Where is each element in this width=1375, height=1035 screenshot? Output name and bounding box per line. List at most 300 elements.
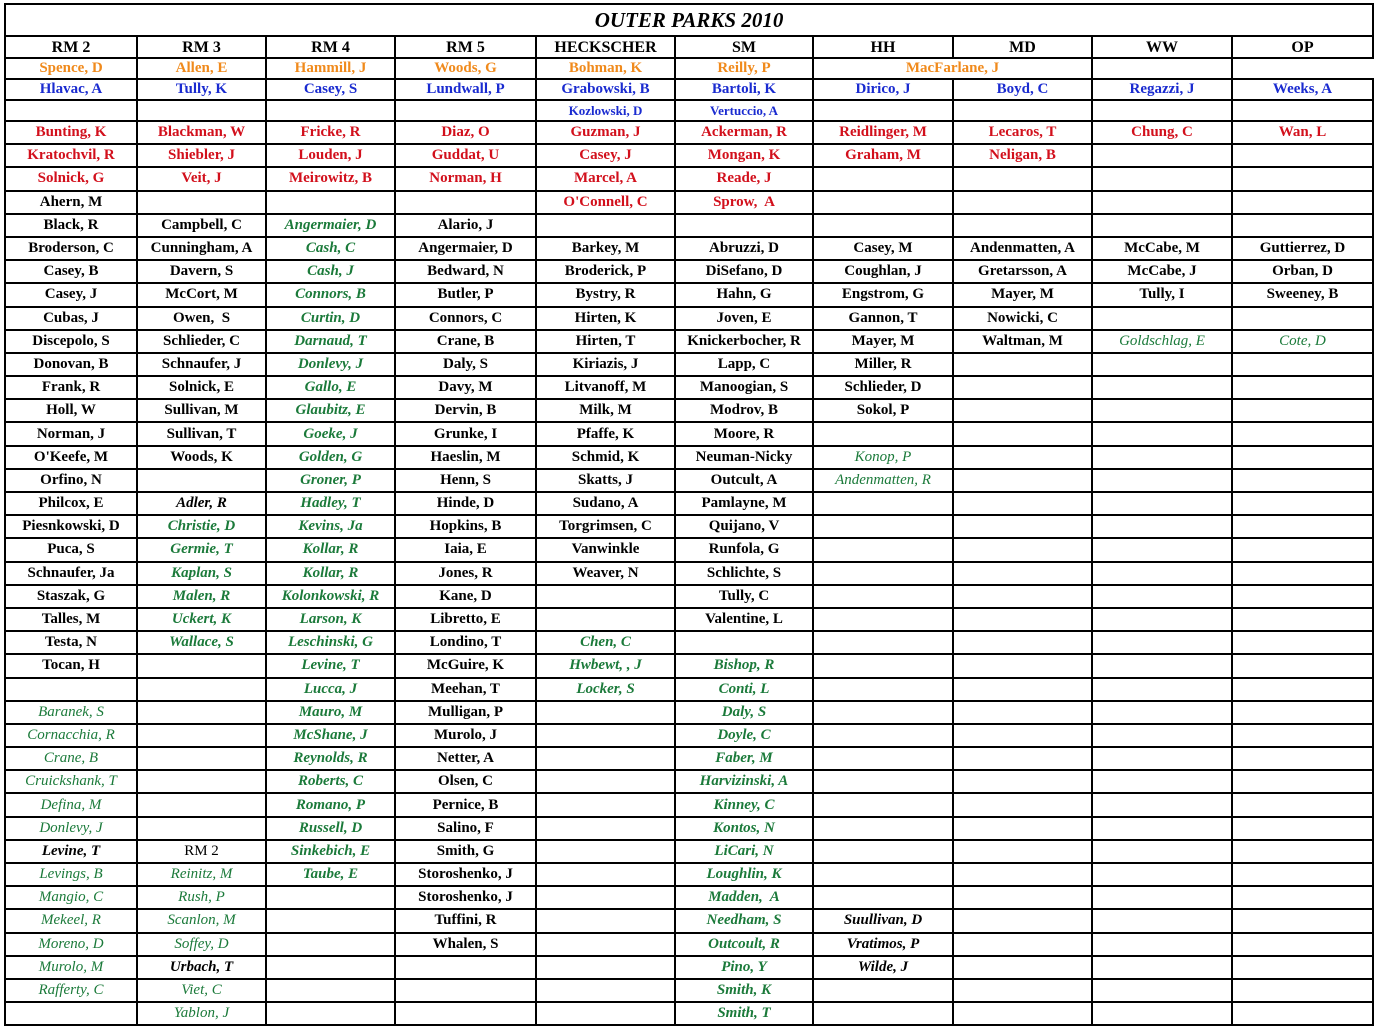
table-cell xyxy=(1232,631,1373,654)
table-cell: Bunting, K xyxy=(5,121,137,144)
column-header-hh: HH xyxy=(813,36,953,58)
table-cell: Torgrimsen, C xyxy=(536,515,675,538)
table-row xyxy=(5,654,1373,677)
table-cell: Woods, K xyxy=(137,446,266,469)
table-cell xyxy=(536,840,675,863)
table-cell: Connors, C xyxy=(395,307,536,330)
table-cell xyxy=(536,817,675,840)
table-cell: Madden, A xyxy=(675,886,813,909)
table-cell: Outcult, A xyxy=(675,469,813,492)
table-cell xyxy=(813,608,953,631)
table-cell: Bartoli, K xyxy=(675,79,813,100)
table-row xyxy=(5,79,1373,100)
table-cell xyxy=(266,100,395,121)
table-cell: Kratochvil, R xyxy=(5,144,137,167)
table-cell: Wallace, S xyxy=(137,631,266,654)
table-row xyxy=(5,863,1373,886)
table-cell: Scanlon, M xyxy=(137,909,266,932)
table-cell xyxy=(953,678,1092,701)
table-cell xyxy=(536,979,675,1002)
table-cell: Norman, H xyxy=(395,167,536,190)
table-cell: Casey, M xyxy=(813,237,953,260)
table-cell: Lapp, C xyxy=(675,353,813,376)
table-cell: Waltman, M xyxy=(953,330,1092,353)
table-cell: Woods, G xyxy=(395,58,536,79)
table-cell xyxy=(953,469,1092,492)
table-cell: Knickerbocher, R xyxy=(675,330,813,353)
table-cell xyxy=(5,100,137,121)
table-cell xyxy=(536,214,675,237)
table-cell xyxy=(953,214,1092,237)
table-cell: Barkey, M xyxy=(536,237,675,260)
table-cell xyxy=(953,747,1092,770)
table-row xyxy=(5,283,1373,306)
table-cell xyxy=(1232,608,1373,631)
table-cell xyxy=(536,886,675,909)
table-cell: Cash, J xyxy=(266,260,395,283)
table-cell: Leschinski, G xyxy=(266,631,395,654)
table-row xyxy=(5,724,1373,747)
table-cell: McShane, J xyxy=(266,724,395,747)
table-cell: Boyd, C xyxy=(953,79,1092,100)
table-cell xyxy=(536,701,675,724)
table-cell: Andenmatten, R xyxy=(813,469,953,492)
table-cell xyxy=(813,654,953,677)
table-cell: Baranek, S xyxy=(5,701,137,724)
table-cell: Roberts, C xyxy=(266,770,395,793)
table-cell xyxy=(953,1002,1092,1025)
table-cell: Cornacchia, R xyxy=(5,724,137,747)
table-cell: Kevins, Ja xyxy=(266,515,395,538)
table-cell: Solnick, G xyxy=(5,167,137,190)
table-cell: Neuman-Nicky xyxy=(675,446,813,469)
table-cell: Kiriazis, J xyxy=(536,353,675,376)
table-cell: Murolo, M xyxy=(5,956,137,979)
table-cell: Moore, R xyxy=(675,422,813,445)
table-cell: Sullivan, M xyxy=(137,399,266,422)
table-cell xyxy=(5,1002,137,1025)
table-cell xyxy=(137,469,266,492)
table-cell xyxy=(1232,446,1373,469)
column-header-md: MD xyxy=(953,36,1092,58)
table-cell: Konop, P xyxy=(813,446,953,469)
table-cell: LiCari, N xyxy=(675,840,813,863)
table-cell: Kollar, R xyxy=(266,538,395,561)
table-cell: Doyle, C xyxy=(675,724,813,747)
table-cell: Netter, A xyxy=(395,747,536,770)
table-cell xyxy=(1092,376,1232,399)
table-cell: Levine, T xyxy=(5,840,137,863)
table-cell: Butler, P xyxy=(395,283,536,306)
table-cell: Guttierrez, D xyxy=(1232,237,1373,260)
table-cell xyxy=(536,909,675,932)
table-cell: McCort, M xyxy=(137,283,266,306)
table-row xyxy=(5,422,1373,445)
table-cell: Mulligan, P xyxy=(395,701,536,724)
table-cell: Schmid, K xyxy=(536,446,675,469)
table-cell xyxy=(1092,1002,1232,1025)
table-cell: Salino, F xyxy=(395,817,536,840)
table-cell xyxy=(813,863,953,886)
table-cell xyxy=(536,956,675,979)
table-cell: Olsen, C xyxy=(395,770,536,793)
table-cell: Dirico, J xyxy=(813,79,953,100)
table-cell: Frank, R xyxy=(5,376,137,399)
table-cell: McCabe, M xyxy=(1092,237,1232,260)
table-cell: Kontos, N xyxy=(675,817,813,840)
table-cell xyxy=(1232,817,1373,840)
column-header-sm: SM xyxy=(675,36,813,58)
table-cell: Miller, R xyxy=(813,353,953,376)
table-cell xyxy=(813,817,953,840)
table-cell: Outcoult, R xyxy=(675,933,813,956)
table-cell xyxy=(266,1002,395,1025)
table-row xyxy=(5,933,1373,956)
table-cell: RM 2 xyxy=(137,840,266,863)
table-cell xyxy=(536,585,675,608)
table-row xyxy=(5,678,1373,701)
table-cell: Wan, L xyxy=(1232,121,1373,144)
table-cell: Yablon, J xyxy=(137,1002,266,1025)
table-cell: Defina, M xyxy=(5,793,137,816)
table-cell xyxy=(395,956,536,979)
table-cell: Sokol, P xyxy=(813,399,953,422)
table-row xyxy=(5,144,1373,167)
table-cell xyxy=(137,701,266,724)
table-cell xyxy=(1232,191,1373,214)
table-cell xyxy=(813,631,953,654)
table-cell: Loughlin, K xyxy=(675,863,813,886)
table-cell: Grabowski, B xyxy=(536,79,675,100)
table-cell: Hlavac, A xyxy=(5,79,137,100)
table-cell: Guddat, U xyxy=(395,144,536,167)
table-cell xyxy=(813,191,953,214)
title-row xyxy=(5,4,1373,36)
table-cell: Reynolds, R xyxy=(266,747,395,770)
table-cell: Taube, E xyxy=(266,863,395,886)
table-cell: Kozlowski, D xyxy=(536,100,675,121)
table-cell: Golden, G xyxy=(266,446,395,469)
table-row xyxy=(5,121,1373,144)
table-cell xyxy=(536,747,675,770)
table-cell xyxy=(813,793,953,816)
table-cell xyxy=(1092,144,1232,167)
table-cell xyxy=(1092,353,1232,376)
table-cell xyxy=(1092,307,1232,330)
table-cell xyxy=(5,678,137,701)
table-cell xyxy=(953,793,1092,816)
table-cell: Cubas, J xyxy=(5,307,137,330)
table-cell xyxy=(1092,422,1232,445)
table-row xyxy=(5,631,1373,654)
table-cell: Londino, T xyxy=(395,631,536,654)
table-cell: Viet, C xyxy=(137,979,266,1002)
table-cell xyxy=(813,562,953,585)
table-cell: Connors, B xyxy=(266,283,395,306)
table-cell xyxy=(675,214,813,237)
table-cell xyxy=(953,515,1092,538)
table-cell: Litvanoff, M xyxy=(536,376,675,399)
table-cell: Hirten, T xyxy=(536,330,675,353)
table-cell: Schlieder, C xyxy=(137,330,266,353)
table-cell: Mongan, K xyxy=(675,144,813,167)
table-cell: Crane, B xyxy=(395,330,536,353)
table-cell: Mayer, M xyxy=(953,283,1092,306)
table-cell xyxy=(953,840,1092,863)
table-cell xyxy=(813,167,953,190)
table-cell: Skatts, J xyxy=(536,469,675,492)
table-cell: Allen, E xyxy=(137,58,266,79)
table-cell xyxy=(1232,422,1373,445)
table-row xyxy=(5,909,1373,932)
table-cell: Gannon, T xyxy=(813,307,953,330)
table-cell xyxy=(1092,399,1232,422)
table-cell: Mekeel, R xyxy=(5,909,137,932)
table-cell xyxy=(813,701,953,724)
table-cell xyxy=(953,492,1092,515)
table-cell: Broderick, P xyxy=(536,260,675,283)
table-row xyxy=(5,237,1373,260)
table-cell: Smith, G xyxy=(395,840,536,863)
table-cell: Iaia, E xyxy=(395,538,536,561)
table-cell: Puca, S xyxy=(5,538,137,561)
table-cell: Piesnkowski, D xyxy=(5,515,137,538)
table-cell: Haeslin, M xyxy=(395,446,536,469)
table-cell: Pernice, B xyxy=(395,793,536,816)
table-cell: Sprow, A xyxy=(675,191,813,214)
table-cell xyxy=(137,724,266,747)
table-cell xyxy=(953,817,1092,840)
table-cell: Holl, W xyxy=(5,399,137,422)
table-cell xyxy=(953,191,1092,214)
table-cell xyxy=(953,100,1092,121)
table-cell xyxy=(1092,654,1232,677)
column-header-rm-2: RM 2 xyxy=(5,36,137,58)
table-cell xyxy=(953,422,1092,445)
table-cell: Weeks, A xyxy=(1232,79,1373,100)
table-cell xyxy=(1232,376,1373,399)
table-cell xyxy=(1092,886,1232,909)
table-cell: Angermaier, D xyxy=(395,237,536,260)
table-row xyxy=(5,515,1373,538)
table-cell: Conti, L xyxy=(675,678,813,701)
table-row xyxy=(5,1002,1373,1025)
table-cell: Smith, T xyxy=(675,1002,813,1025)
table-cell: Vratimos, P xyxy=(813,933,953,956)
table-cell: Goldschlag, E xyxy=(1092,330,1232,353)
table-cell xyxy=(1092,863,1232,886)
table-cell xyxy=(1232,538,1373,561)
table-cell: Cruickshank, T xyxy=(5,770,137,793)
table-cell: Lecaros, T xyxy=(953,121,1092,144)
table-cell: Modrov, B xyxy=(675,399,813,422)
table-cell: Bedward, N xyxy=(395,260,536,283)
table-cell: Germie, T xyxy=(137,538,266,561)
table-cell: Meehan, T xyxy=(395,678,536,701)
table-cell xyxy=(1232,353,1373,376)
table-cell xyxy=(1232,585,1373,608)
header-row xyxy=(5,36,1373,58)
table-cell: Murolo, J xyxy=(395,724,536,747)
table-cell: Adler, R xyxy=(137,492,266,515)
table-cell: Andenmatten, A xyxy=(953,237,1092,260)
table-cell: Christie, D xyxy=(137,515,266,538)
page-title: OUTER PARKS 2010 xyxy=(5,4,1373,36)
table-cell: Cote, D xyxy=(1232,330,1373,353)
table-cell: Glaubitz, E xyxy=(266,399,395,422)
table-cell: Mauro, M xyxy=(266,701,395,724)
table-cell: Whalen, S xyxy=(395,933,536,956)
table-cell xyxy=(953,956,1092,979)
table-cell: Manoogian, S xyxy=(675,376,813,399)
table-cell xyxy=(1092,956,1232,979)
table-cell: Locker, S xyxy=(536,678,675,701)
table-cell: Casey, J xyxy=(536,144,675,167)
table-cell xyxy=(953,608,1092,631)
table-cell: Casey, S xyxy=(266,79,395,100)
table-cell: Sinkebich, E xyxy=(266,840,395,863)
table-cell: Weaver, N xyxy=(536,562,675,585)
table-cell: Hammill, J xyxy=(266,58,395,79)
table-cell xyxy=(953,585,1092,608)
table-cell xyxy=(1232,1002,1373,1025)
table-row xyxy=(5,817,1373,840)
table-cell xyxy=(1232,654,1373,677)
table-cell xyxy=(1092,724,1232,747)
table-cell: Malen, R xyxy=(137,585,266,608)
table-cell: Smith, K xyxy=(675,979,813,1002)
table-cell xyxy=(953,376,1092,399)
column-header-heckscher: HECKSCHER xyxy=(536,36,675,58)
table-cell xyxy=(813,492,953,515)
table-cell xyxy=(536,608,675,631)
table-cell: Pamlayne, M xyxy=(675,492,813,515)
table-cell: Meirowitz, B xyxy=(266,167,395,190)
table-row xyxy=(5,58,1373,79)
table-cell: Veit, J xyxy=(137,167,266,190)
table-cell xyxy=(1092,585,1232,608)
table-cell xyxy=(1232,863,1373,886)
table-cell xyxy=(953,538,1092,561)
table-cell: Orban, D xyxy=(1232,260,1373,283)
table-cell xyxy=(1092,446,1232,469)
table-cell: Chen, C xyxy=(536,631,675,654)
table-row xyxy=(5,979,1373,1002)
table-cell xyxy=(1232,770,1373,793)
table-cell: Tuffini, R xyxy=(395,909,536,932)
table-cell xyxy=(813,1002,953,1025)
table-cell xyxy=(813,214,953,237)
table-cell xyxy=(1232,492,1373,515)
table-cell xyxy=(137,191,266,214)
table-cell: Storoshenko, J xyxy=(395,886,536,909)
table-cell xyxy=(137,654,266,677)
table-row xyxy=(5,469,1373,492)
table-cell xyxy=(813,886,953,909)
table-cell: Jones, R xyxy=(395,562,536,585)
table-cell: Cash, C xyxy=(266,237,395,260)
table-cell xyxy=(813,724,953,747)
table-cell: Engstrom, G xyxy=(813,283,953,306)
table-cell: Russell, D xyxy=(266,817,395,840)
table-cell: Daly, S xyxy=(395,353,536,376)
table-cell xyxy=(953,167,1092,190)
table-cell xyxy=(1232,167,1373,190)
table-cell xyxy=(266,956,395,979)
table-cell xyxy=(1092,562,1232,585)
table-row xyxy=(5,399,1373,422)
roster-body xyxy=(5,4,1373,1025)
table-cell: Bystry, R xyxy=(536,283,675,306)
table-row xyxy=(5,376,1373,399)
table-cell xyxy=(813,422,953,445)
table-cell: Urbach, T xyxy=(137,956,266,979)
table-cell xyxy=(1232,562,1373,585)
table-cell: Neligan, B xyxy=(953,144,1092,167)
table-cell xyxy=(1232,747,1373,770)
table-cell: Reinitz, M xyxy=(137,863,266,886)
table-row xyxy=(5,191,1373,214)
table-cell: Lucca, J xyxy=(266,678,395,701)
table-cell: Kolonkowski, R xyxy=(266,585,395,608)
table-cell: Tully, C xyxy=(675,585,813,608)
table-cell: Pino, Y xyxy=(675,956,813,979)
table-cell xyxy=(1092,538,1232,561)
table-cell xyxy=(1092,167,1232,190)
table-cell: Wilde, J xyxy=(813,956,953,979)
table-cell: Kinney, C xyxy=(675,793,813,816)
table-cell xyxy=(953,770,1092,793)
table-cell xyxy=(1232,909,1373,932)
column-header-rm-4: RM 4 xyxy=(266,36,395,58)
table-cell xyxy=(953,446,1092,469)
table-row xyxy=(5,701,1373,724)
table-cell xyxy=(536,793,675,816)
table-cell: Moreno, D xyxy=(5,933,137,956)
table-cell: Larson, K xyxy=(266,608,395,631)
table-cell: Dervin, B xyxy=(395,399,536,422)
table-cell: Gretarsson, A xyxy=(953,260,1092,283)
table-cell xyxy=(536,863,675,886)
table-cell: Goeke, J xyxy=(266,422,395,445)
table-cell: Mayer, M xyxy=(813,330,953,353)
table-cell: Vertuccio, A xyxy=(675,100,813,121)
table-cell: Hwbewt, , J xyxy=(536,654,675,677)
table-cell: Romano, P xyxy=(266,793,395,816)
table-row xyxy=(5,608,1373,631)
table-cell: Joven, E xyxy=(675,307,813,330)
table-cell xyxy=(1232,214,1373,237)
column-header-rm-5: RM 5 xyxy=(395,36,536,58)
table-row xyxy=(5,562,1373,585)
table-cell xyxy=(813,585,953,608)
table-cell xyxy=(395,191,536,214)
table-cell xyxy=(137,100,266,121)
table-cell xyxy=(1232,979,1373,1002)
table-cell xyxy=(813,515,953,538)
table-cell: Uckert, K xyxy=(137,608,266,631)
table-cell xyxy=(813,840,953,863)
table-cell xyxy=(1232,701,1373,724)
table-cell xyxy=(1092,933,1232,956)
table-cell xyxy=(1092,817,1232,840)
table-cell xyxy=(1232,840,1373,863)
table-cell: Ackerman, R xyxy=(675,121,813,144)
table-row xyxy=(5,770,1373,793)
table-cell: Reidlinger, M xyxy=(813,121,953,144)
table-cell xyxy=(1092,770,1232,793)
table-cell: Curtin, D xyxy=(266,307,395,330)
